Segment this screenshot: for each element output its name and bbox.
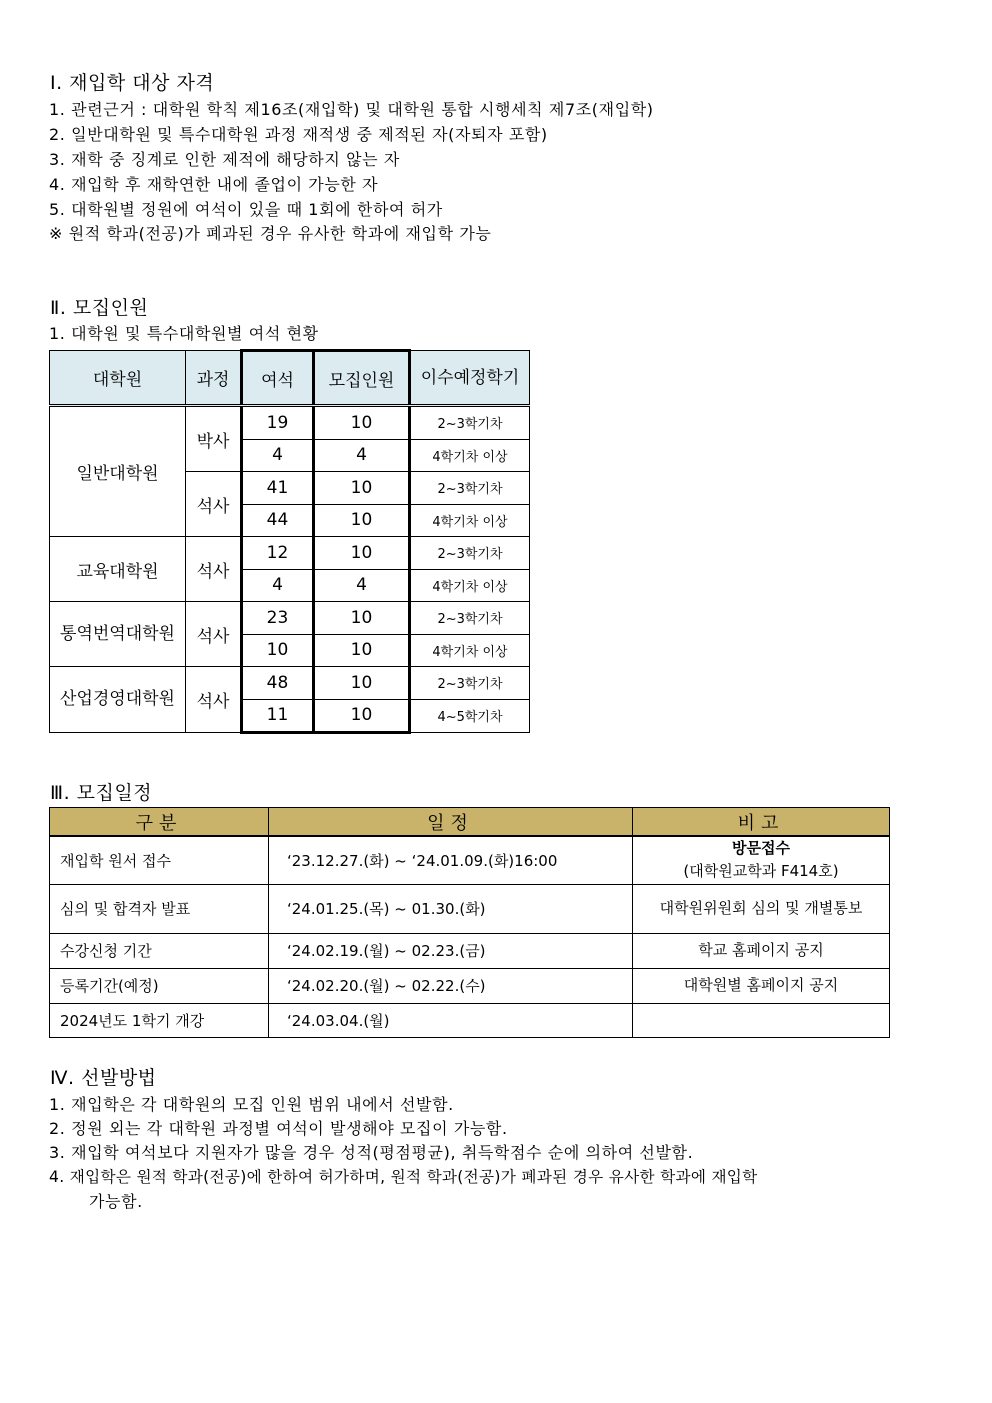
school-cell: 통역번역대학원 [50,602,186,667]
recruit-cell: 10 [314,406,410,440]
section4-item: 2. 정원 외는 각 대학원 과정별 여석이 발생해야 모집이 가능함. [49,1119,508,1138]
section1-item: 4. 재입학 후 재학연한 내에 졸업이 가능한 자 [49,175,379,194]
header-school: 대학원 [50,351,186,406]
schedule-table [49,807,890,1038]
header-recruit: 모집인원 [314,351,410,406]
recruit-cell: 10 [314,634,410,667]
semester-cell: 4학기차 이상 [410,634,530,667]
section4-item: 4. 재입학은 원적 학과(전공)에 한하여 허가하며, 원적 학과(전공)가 폐과된 경우 유사한 학과에 재입학 [49,1168,758,1186]
section4-item: 1. 재입학은 각 대학원의 모집 인원 범위 내에서 선발함. [49,1095,454,1114]
schedule-item: 수강신청 기간 [50,933,269,968]
school-cell: 산업경영대학원 [50,667,186,733]
semester-cell: 2~3학기차 [410,472,530,505]
vacancy-cell: 23 [242,602,314,635]
table-row [50,537,530,570]
vacancy-cell: 4 [242,439,314,472]
semester-cell: 4학기차 이상 [410,504,530,537]
degree-cell: 석사 [186,472,242,537]
section1-item: 1. 관련근거 : 대학원 학칙 제16조(재입학) 및 대학원 통합 시행세칙 제7조(재입학) [49,100,654,119]
semester-cell: 2~3학기차 [410,537,530,570]
schedule-note-bold: 방문접수 [732,839,790,858]
school-cell: 일반대학원 [50,406,186,537]
section4-item-continued: 가능함. [89,1192,143,1211]
table-row [50,968,890,1003]
recruit-cell: 4 [314,569,410,602]
section1-title: Ⅰ. 재입학 대상 자격 [50,72,215,94]
semester-cell: 4학기차 이상 [410,569,530,602]
schedule-note [633,836,890,884]
table-row [50,406,530,440]
section1-note: ※ 원적 학과(전공)가 폐과된 경우 유사한 학과에 재입학 가능 [49,224,492,243]
table-row [50,602,530,635]
vacancy-cell: 12 [242,537,314,570]
semester-cell: 4학기차 이상 [410,439,530,472]
semester-cell: 2~3학기차 [410,667,530,700]
table-row [50,884,890,933]
section4-title: Ⅳ. 선발방법 [50,1067,157,1089]
section3-title: Ⅲ. 모집일정 [50,782,153,804]
recruit-cell: 10 [314,472,410,505]
schedule-note-sub: (대학원교학과 F414호) [683,862,839,881]
schedule-date: ‘24.03.04.(월) [269,1003,633,1037]
table-row [50,667,530,700]
section1-item: 2. 일반대학원 및 특수대학원 과정 재적생 중 제적된 자(자퇴자 포함) [49,125,548,144]
header-vacancy: 여석 [242,351,314,406]
header-category: 구분 [50,808,269,837]
header-remarks: 비고 [633,808,890,837]
section4-item: 3. 재입학 여석보다 지원자가 많을 경우 성적(평점평균), 취득학점수 순에 의하여 선발함. [49,1143,694,1162]
section1-item: 3. 재학 중 징계로 인한 제적에 해당하지 않는 자 [49,150,400,169]
vacancy-cell: 44 [242,504,314,537]
schedule-date: ‘24.01.25.(목) ~ 01.30.(화) [269,884,633,933]
vacancy-cell: 11 [242,699,314,733]
section1-item: 5. 대학원별 정원에 여석이 있을 때 1회에 한하여 허가 [49,200,443,219]
recruit-cell: 10 [314,504,410,537]
recruit-cell: 10 [314,699,410,733]
recruit-cell: 10 [314,667,410,700]
schedule-item: 등록기간(예정) [50,968,269,1003]
table-row [50,1003,890,1037]
recruit-cell: 4 [314,439,410,472]
semester-cell: 2~3학기차 [410,602,530,635]
vacancy-table [49,349,530,734]
schedule-item: 심의 및 합격자 발표 [50,884,269,933]
schedule-item: 재입학 원서 접수 [50,836,269,884]
table-row [50,933,890,968]
section2-subtitle: 1. 대학원 및 특수대학원별 여석 현황 [49,324,319,343]
header-schedule: 일정 [269,808,633,837]
header-semester: 이수예정학기 [410,351,530,406]
schedule-date: ‘24.02.20.(월) ~ 02.22.(수) [269,968,633,1003]
schedule-note [633,1003,890,1037]
degree-cell: 박사 [186,406,242,472]
school-cell: 교육대학원 [50,537,186,602]
table-row [50,836,890,884]
semester-cell: 2~3학기차 [410,406,530,440]
vacancy-cell: 19 [242,406,314,440]
vacancy-cell: 4 [242,569,314,602]
vacancy-cell: 41 [242,472,314,505]
degree-cell: 석사 [186,602,242,667]
vacancy-cell: 48 [242,667,314,700]
semester-cell: 4~5학기차 [410,699,530,733]
recruit-cell: 10 [314,602,410,635]
degree-cell: 석사 [186,667,242,733]
schedule-item: 2024년도 1학기 개강 [50,1003,269,1037]
schedule-note: 대학원별 홈페이지 공지 [633,968,890,1003]
degree-cell: 석사 [186,537,242,602]
vacancy-cell: 10 [242,634,314,667]
schedule-note: 대학원위원회 심의 및 개별통보 [633,884,890,933]
recruit-cell: 10 [314,537,410,570]
schedule-note: 학교 홈페이지 공지 [633,933,890,968]
schedule-date: ‘23.12.27.(화) ~ ‘24.01.09.(화)16:00 [269,836,633,884]
schedule-date: ‘24.02.19.(월) ~ 02.23.(금) [269,933,633,968]
section2-title: Ⅱ. 모집인원 [50,297,149,319]
header-degree: 과정 [186,351,242,406]
